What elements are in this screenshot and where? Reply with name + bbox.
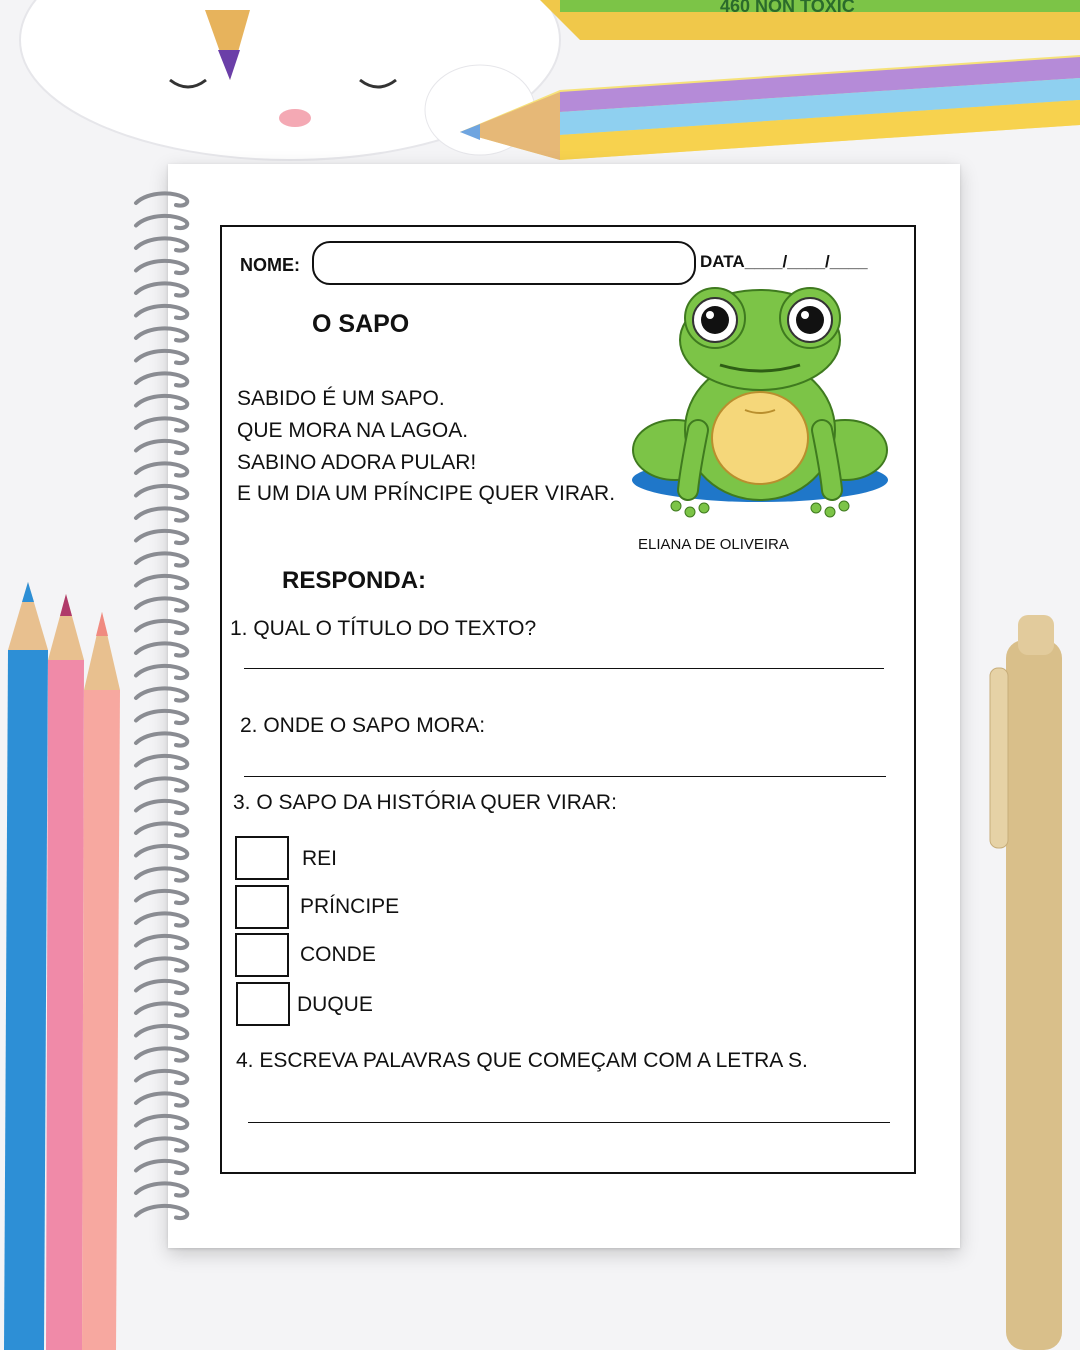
respond-heading: RESPONDA: xyxy=(282,567,427,594)
spiral-coil xyxy=(136,576,187,588)
spiral-coil xyxy=(136,958,187,970)
spiral-coil xyxy=(136,778,187,790)
spiral-coil xyxy=(136,306,187,318)
spiral-coil xyxy=(136,621,187,633)
spiral-binding xyxy=(128,185,198,1225)
spiral-coil xyxy=(136,801,187,813)
spiral-coil xyxy=(136,666,187,678)
spiral-coil xyxy=(136,1206,187,1218)
poem-line: E UM DIA UM PRÍNCIPE QUER VIRAR. xyxy=(237,482,616,505)
spiral-coil xyxy=(136,913,187,925)
spiral-coil xyxy=(136,756,187,768)
checkbox-rei[interactable] xyxy=(235,836,289,880)
option-label: PRÍNCIPE xyxy=(300,895,400,918)
spiral-coil xyxy=(136,846,187,858)
date-label: DATA____/____/____ xyxy=(700,252,868,271)
spiral-coil xyxy=(136,441,187,453)
answer-line-2[interactable] xyxy=(244,776,886,777)
question-1: 1. QUAL O TÍTULO DO TEXTO? xyxy=(230,617,537,640)
pencils-left-decor xyxy=(4,582,120,1350)
option-label: REI xyxy=(302,847,338,870)
poem-line: QUE MORA NA LAGOA. xyxy=(237,419,469,442)
checkbox-principe[interactable] xyxy=(235,885,289,929)
poem-line: SABIDO É UM SAPO. xyxy=(237,387,445,410)
spiral-coil xyxy=(136,936,187,948)
spiral-coil xyxy=(136,351,187,363)
spiral-coil xyxy=(136,688,187,700)
checkbox-conde[interactable] xyxy=(235,933,289,977)
spiral-coil xyxy=(136,328,187,340)
spiral-coil xyxy=(136,1071,187,1083)
pencil-text: 460 NON TOXIC xyxy=(720,0,855,16)
frog-illustration xyxy=(630,280,900,525)
spiral-coil xyxy=(136,531,187,543)
spiral-coil xyxy=(136,486,187,498)
spiral-coil xyxy=(136,598,187,610)
option-label: CONDE xyxy=(300,943,376,966)
spiral-coil xyxy=(136,463,187,475)
spiral-coil xyxy=(136,981,187,993)
spiral-coil xyxy=(136,193,187,205)
spiral-coil xyxy=(136,733,187,745)
spiral-coil xyxy=(136,1161,187,1173)
spiral-coil xyxy=(136,1116,187,1128)
spiral-coil xyxy=(136,1026,187,1038)
author-credit: ELIANA DE OLIVEIRA xyxy=(638,536,789,553)
spiral-coil xyxy=(136,1093,187,1105)
spiral-coil xyxy=(136,1183,187,1195)
spiral-coil xyxy=(136,418,187,430)
spiral-coil xyxy=(136,643,187,655)
option-label: DUQUE xyxy=(297,993,373,1016)
spiral-coil xyxy=(136,396,187,408)
spiral-coil xyxy=(136,823,187,835)
text-title: O SAPO xyxy=(312,310,410,338)
spiral-coil xyxy=(136,238,187,250)
name-input-box[interactable] xyxy=(312,241,696,285)
pen-decor xyxy=(990,615,1062,1350)
answer-line-4[interactable] xyxy=(248,1122,890,1123)
question-4: 4. ESCREVA PALAVRAS QUE COMEÇAM COM A LETRA S. xyxy=(236,1049,808,1072)
poem-line: SABINO ADORA PULAR! xyxy=(237,451,477,474)
name-label: NOME: xyxy=(240,255,300,275)
question-2: 2. ONDE O SAPO MORA: xyxy=(240,714,486,737)
spiral-coil xyxy=(136,711,187,723)
spiral-coil xyxy=(136,1138,187,1150)
spiral-coil xyxy=(136,216,187,228)
checkbox-duque[interactable] xyxy=(236,982,290,1026)
spiral-coil xyxy=(136,553,187,565)
spiral-coil xyxy=(136,1003,187,1015)
spiral-coil xyxy=(136,283,187,295)
question-3: 3. O SAPO DA HISTÓRIA QUER VIRAR: xyxy=(233,791,617,814)
spiral-coil xyxy=(136,508,187,520)
spiral-coil xyxy=(136,373,187,385)
answer-line-1[interactable] xyxy=(244,668,884,669)
spiral-coil xyxy=(136,1048,187,1060)
spiral-coil xyxy=(136,868,187,880)
spiral-coil xyxy=(136,891,187,903)
spiral-coil xyxy=(136,261,187,273)
